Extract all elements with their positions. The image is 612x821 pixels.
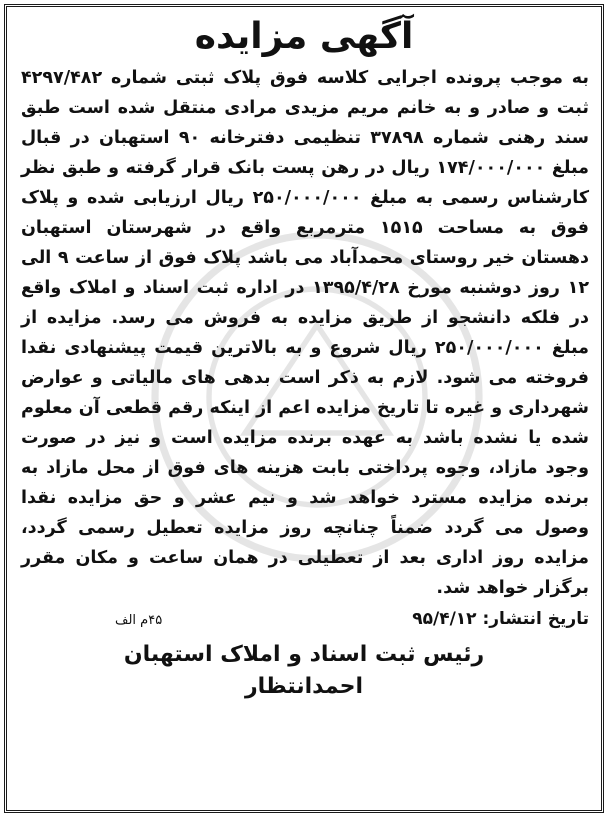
signature-name: احمدانتظار bbox=[245, 674, 363, 699]
publish-row bbox=[7, 607, 601, 631]
notice-body: به موجب پرونده اجرایی کلاسه فوق پلاک ثبتی شماره ۴۲۹۷/۴۸۲ ثبت و صادر و به خانم مریم مزیدی مرادی منتقل شده است طبق سند رهنی شماره ۳۷۸۹۸ تنظیمی دفترخانه ۹۰ استهبان در قبال مبلغ ۱۷۴/۰۰۰/۰۰۰ ریال در رهن پست بانک قرار گرفته و طبق نظر کارشناس رسمی به مبلغ ۲۵۰/۰۰۰/۰۰۰ ریال ارزیابی شده و پلاک فوق به مساحت ۱۵۱۵ مترمربع واقع در شهرستان استهبان دهستان خیر روستای محمدآباد می باشد پلاک فوق از ساعت ۹ الی ۱۲ روز دوشنبه مورخ ۱۳۹۵/۴/۲۸ در اداره ثبت اسناد و املاک واقع در فلکه دانشجو از طریق مزایده به فروش می رسد. مزایده از مبلغ ۲۵۰/۰۰۰/۰۰۰ ریال شروع و به بالاترین قیمت پیشنهادی نقدا فروخته می شود. لازم به ذکر است بدهی های مالیاتی و عوارض شهرداری و غیره تا تاریخ مزایده اعم از اینکه رقم قطعی آن معلوم شده یا نشده باشد به عهده برنده مزایده است و نیز در صورت وجود مازاد، وجوه پرداختی بابت هزینه های فوق از محل مازاد به برنده مزایده مسترد خواهد شد و نیم عشر و حق مزایده نقدا وصول می گردد ضمناً چنانچه روز مزایده تعطیل رسمی گردد، مزایده روز اداری بعد از تعطیلی در همان ساعت و مکان مقرر برگزار خواهد شد. bbox=[21, 68, 590, 598]
signature-block bbox=[7, 639, 601, 703]
notice-title: آگهی مزایده bbox=[194, 16, 414, 57]
notice-frame bbox=[4, 4, 604, 813]
signature-title: رئیس ثبت اسناد و املاک استهبان bbox=[123, 642, 485, 667]
notice-code: ۴۵م الف bbox=[115, 613, 163, 628]
publish-date: تاریخ انتشار: ۹۵/۴/۱۲ bbox=[412, 609, 589, 629]
